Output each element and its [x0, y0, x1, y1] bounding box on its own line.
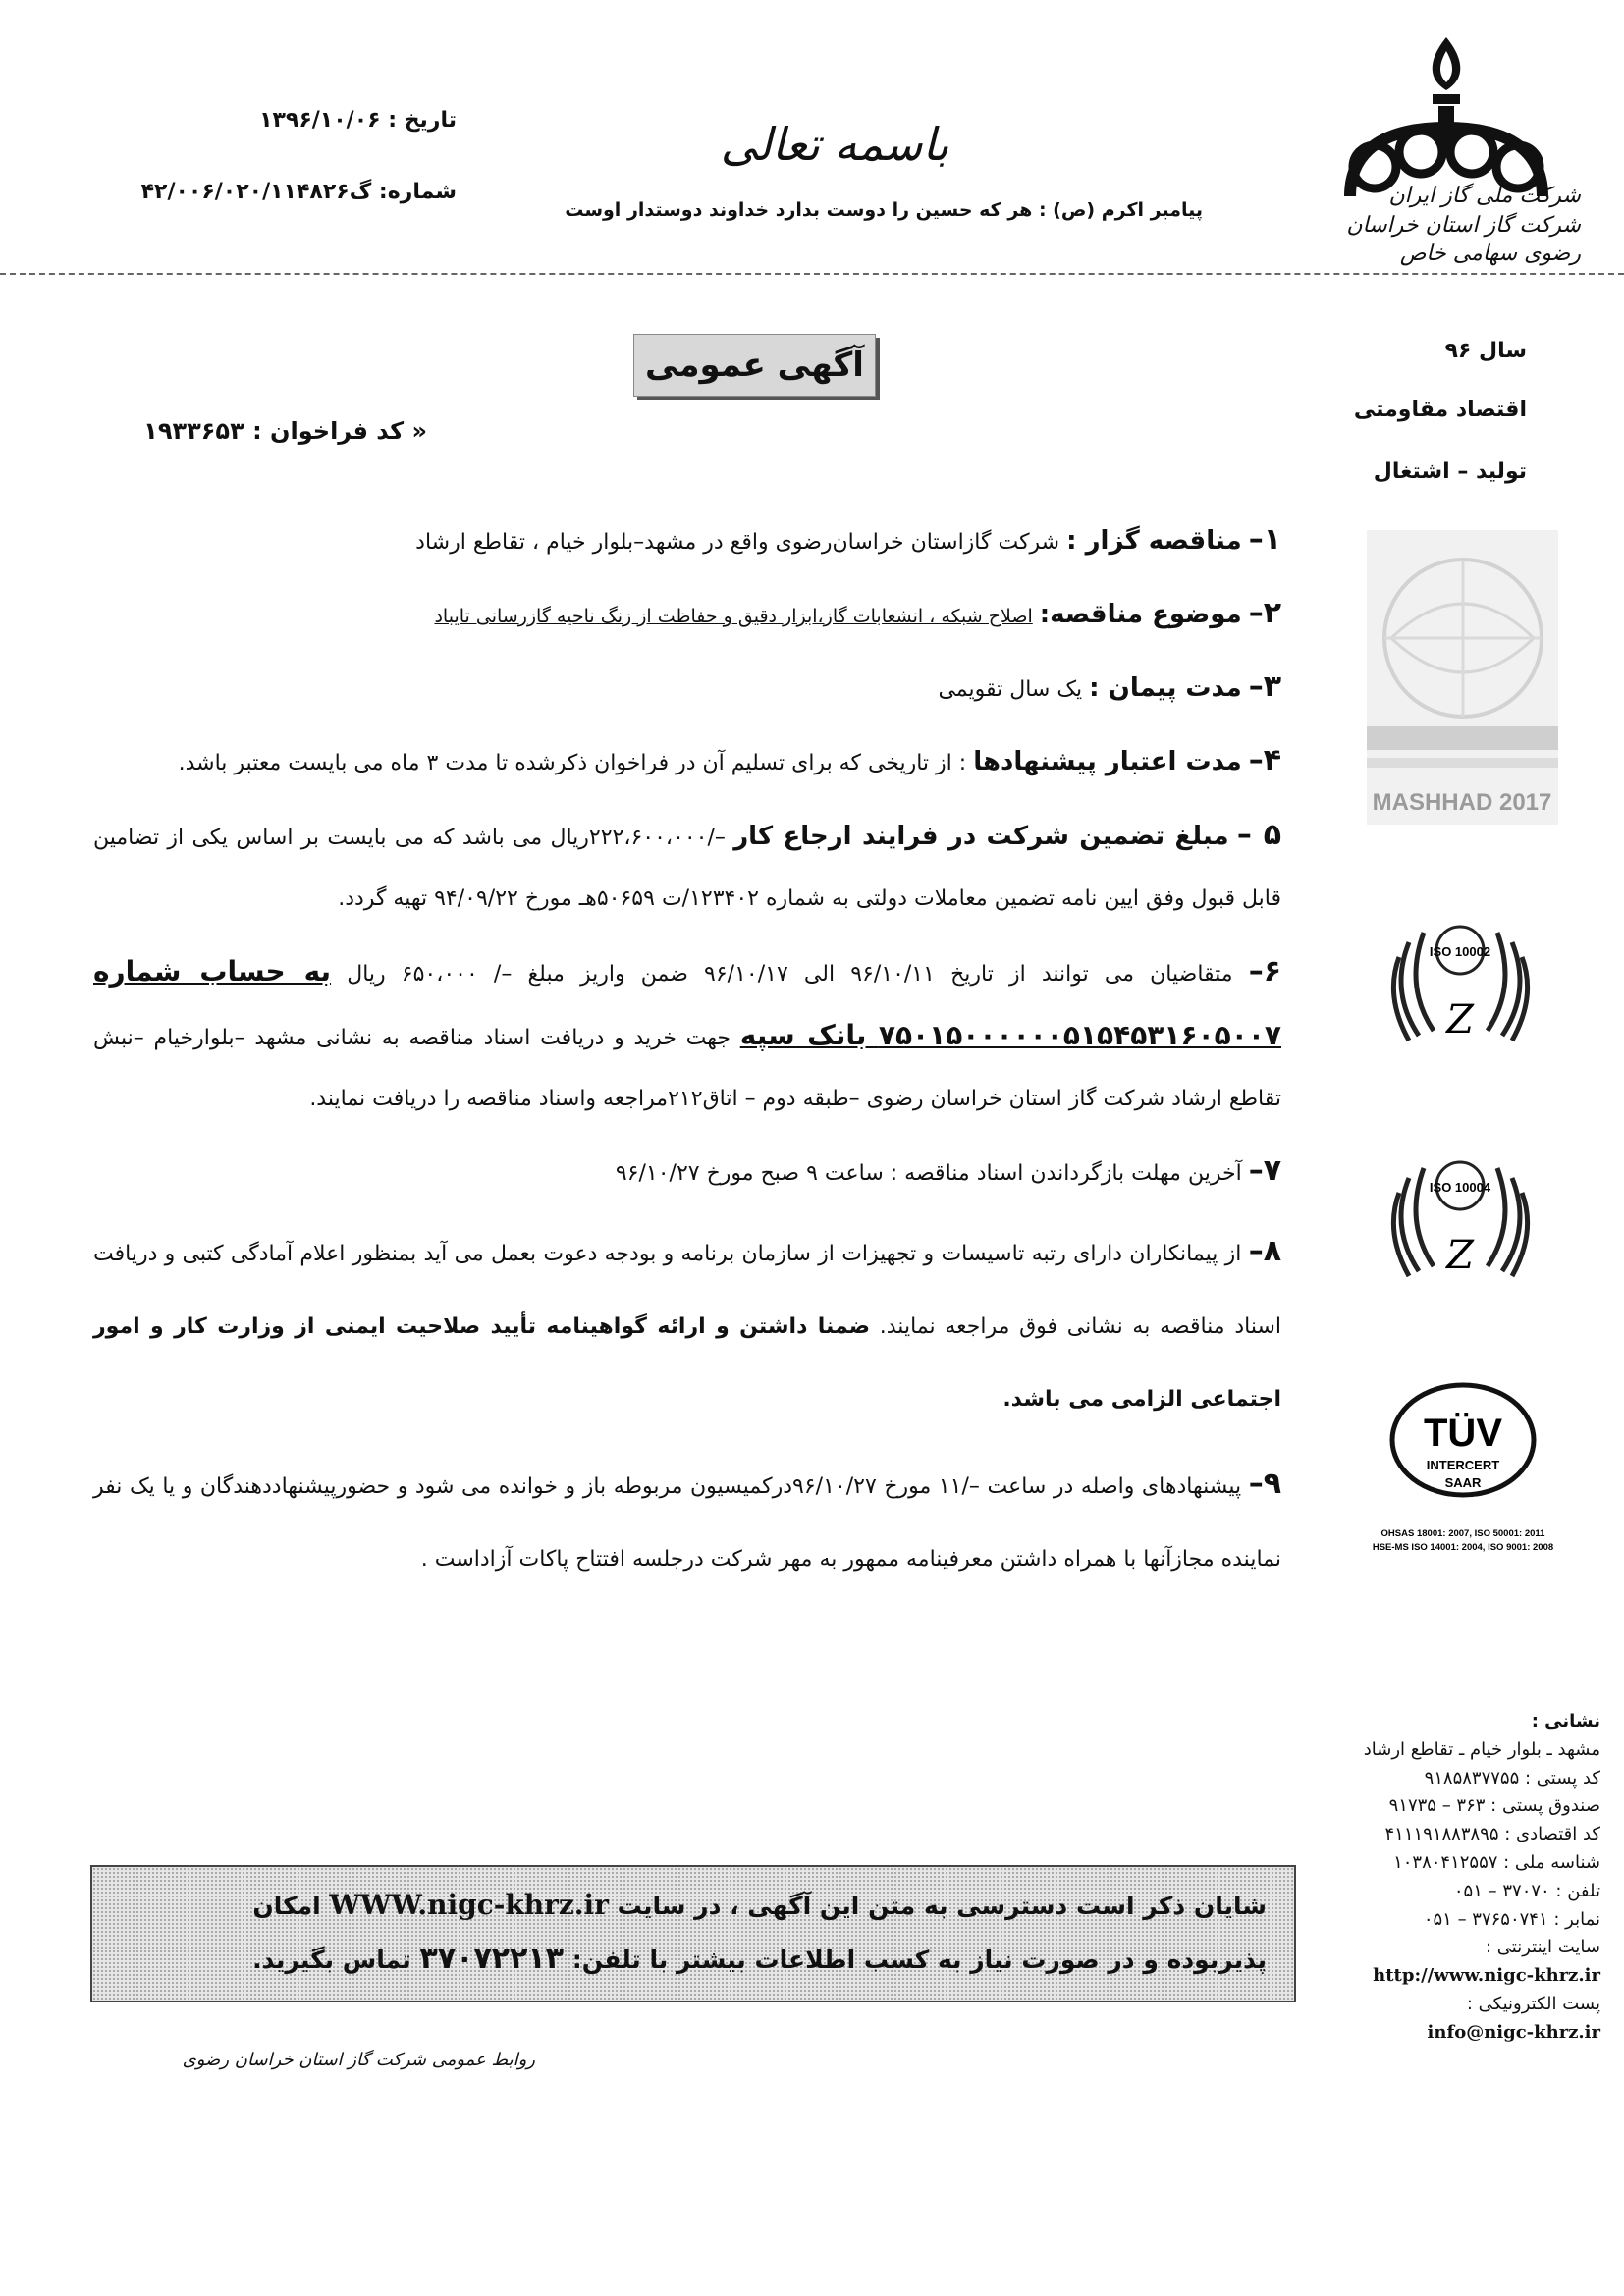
item-5-label: مبلغ تضمین شرکت در فرایند ارجاع کار — [733, 822, 1229, 851]
item-1-label: مناقصه گزار : — [1066, 526, 1242, 556]
item-6-number: ۶– — [1248, 954, 1282, 988]
item-7-text: آخرین مهلت بازگرداندن اسناد مناقصه : ساعت ۹ صبح مورخ ۹۶/۱۰/۲۷ — [615, 1161, 1242, 1186]
company-name — [1326, 182, 1581, 269]
item-9-number: ۹– — [1248, 1467, 1281, 1501]
tuv-intercert-text: INTERCERT — [1426, 1458, 1500, 1472]
mashhad-badge-text: MASHHAD 2017 — [1372, 789, 1552, 816]
item-3-number: ۳– — [1248, 669, 1281, 704]
svg-text:Z: Z — [1446, 997, 1474, 1042]
notice-line-1 — [120, 1879, 1267, 1933]
notice-text-1a: شایان ذکر است دسترسی به متن این آگهی ، در سایت — [617, 1892, 1267, 1920]
item-2-number: ۲– — [1248, 596, 1281, 630]
notice-website[interactable]: WWW.nigc-khrz.ir — [329, 1889, 609, 1921]
item-8-text-a: از پیمانکاران دارای رتبه تاسیسات و تجهیزات از سازمان برنامه و بودجه دعوت بعمل می آید بمنظور اعلام آمادگی کتبی و دریافت اسناد مناقصه به نشانی فوق مراجعه نمایند. — [93, 1242, 1281, 1339]
number-value: گ۴۲/۰۰۶/۰۲۰/۱۱۴۸۲۶ — [140, 180, 372, 204]
item-3-label: مدت پیمان : — [1089, 673, 1242, 703]
item-5 — [93, 805, 1281, 930]
website-link[interactable]: http://www.nigc-khrz.ir — [1373, 1965, 1600, 1987]
iso-10002-emblem — [1380, 903, 1542, 1065]
item-1-text: شرکت گازاستان خراسان‌رضوی واقع در مشهد–بلوار خیام ، تقاطع ارشاد — [415, 530, 1060, 555]
address-line: مشهد ـ بلوار خیام ـ تقاطع ارشاد — [1363, 1738, 1600, 1760]
item-4-label: مدت اعتبار پیشنهادها — [973, 747, 1242, 776]
email-label: پست الکترونیکی : — [1466, 1993, 1600, 2014]
item-9 — [93, 1448, 1281, 1596]
item-8-text-b: ضمنا داشتن و ارائه گواهینامه تأیید صلاحیت ایمنی از وزارت کار و امور اجتماعی الزامی می باشد. — [93, 1314, 1281, 1412]
item-1-number: ۱– — [1248, 522, 1281, 557]
item-5-number: ۵ – — [1236, 818, 1282, 852]
svg-text:Z: Z — [1446, 1233, 1474, 1278]
notice-text-1b: امکان — [252, 1892, 321, 1920]
basmala: باسمه تعالی — [720, 118, 949, 171]
phone: تلفن : ۳۷۰۷۰ – ۰۵۱ — [1453, 1880, 1600, 1901]
national-id: شناسه ملی : ۱۰۳۸۰۴۱۲۵۵۷ — [1393, 1851, 1600, 1873]
item-2-label: موضوع مناقصه: — [1039, 600, 1242, 629]
tuv-caption-2: HSE-MS ISO 14001: 2004, ISO 9001: 2008 — [1372, 1542, 1554, 1553]
tuv-saar-text: SAAR — [1444, 1475, 1482, 1490]
company-name-line-2: شرکت گاز استان خراسان رضوی سهامی خاص — [1346, 212, 1581, 267]
tuv-intercert-logo — [1360, 1379, 1566, 1566]
tuv-caption-1: OHSAS 18001: 2007, ISO 50001: 2011 — [1380, 1528, 1545, 1539]
item-6 — [93, 941, 1281, 1130]
item-6-text-a: متقاضیان می توانند از تاریخ ۹۶/۱۰/۱۱ الی ۹۶/۱۰/۱۷ ضمن واریز مبلغ –/ ۶۵۰،۰۰۰ ریال — [347, 962, 1233, 987]
company-name-line-1: شرکت ملی گاز ایران — [1388, 184, 1581, 208]
item-6-text-c: جهت خرید و دریافت اسناد مناقصه به نشانی مشهد –بلوارخیام –نبش تقاطع ارشاد شرکت گاز استان خراسان رضوی –طبقه دوم – اتاق۲۱۲مراجعه واسناد مناقصه را دریافت نمایند. — [93, 1026, 1281, 1111]
item-7 — [93, 1142, 1281, 1203]
address-title: نشانی : — [1531, 1711, 1600, 1732]
date-value: ۱۳۹۶/۱۰/۰۶ — [259, 108, 381, 133]
mashhad-2017-badge — [1367, 530, 1558, 825]
item-6-account: به حساب شماره ۷۵۰۱۵۰۰۰۰۰۰۵۱۵۴۵۳۱۶۰۵۰۰۷ بانک سپه — [93, 955, 1282, 1051]
item-4 — [93, 731, 1281, 793]
postal-code: کد پستی : ۹۱۸۵۸۳۷۷۵۵ — [1424, 1767, 1600, 1789]
item-9-text: پیشنهادهای واصله در ساعت –/۱۱ مورخ ۹۶/۱۰/۲۷درکمیسیون مربوطه باز و خوانده می شود و حضورپیشنهاددهندگان و یا یک نفر نماینده مجازآنها با همراه داشتن معرفینامه ممهور به مهر شرکت درجلسه افتتاح پاکات آزاداست . — [93, 1474, 1281, 1572]
website-notice-box — [90, 1865, 1296, 2002]
item-4-text: : از تاریخی که برای تسلیم آن در فراخوان ذکرشده تا مدت ۳ ماه می بایست معتبر باشد. — [178, 751, 967, 775]
item-1 — [93, 510, 1281, 572]
item-4-number: ۴– — [1248, 743, 1281, 777]
address-block — [1321, 1708, 1600, 2048]
year-label: سال ۹۶ — [1444, 339, 1527, 363]
date-line — [177, 108, 457, 133]
hadith-line: پیامبر اکرم (ص) : هر که حسین را دوست بدارد خداوند دوستدار اوست — [565, 199, 1203, 221]
notice-text-2a: پذیربوده و در صورت نیاز به کسب اطلاعات بیشتر با تلفن: — [571, 1946, 1267, 1974]
fax: نمابر : ۳۷۶۵۰۷۴۱ – ۰۵۱ — [1423, 1908, 1600, 1930]
document-title: آگهی عمومی — [633, 334, 876, 397]
notice-text-2b: تماس بگیرید. — [252, 1946, 411, 1974]
item-2-text: اصلاح شبکه ، انشعابات گاز،ابزار دقیق و حفاظت از زنگ ناحیه گازرسانی تایباد — [434, 606, 1033, 627]
item-2 — [93, 584, 1281, 646]
item-8 — [93, 1215, 1281, 1436]
iso-2-text: ISO 10004 — [1429, 1180, 1491, 1195]
item-8-number: ۸– — [1248, 1234, 1281, 1268]
footer-signature: روابط عمومی شرکت گاز استان خراسان رضوی — [182, 2050, 535, 2070]
announcement-body — [93, 510, 1281, 1608]
email-link[interactable]: info@nigc-khrz.ir — [1427, 2021, 1600, 2043]
notice-phone: ۳۷۰۷۲۲۱۳ — [419, 1942, 565, 1976]
iso-10004-emblem — [1380, 1139, 1542, 1301]
po-box: صندوق پستی : ۳۶۳ – ۹۱۷۳۵ — [1388, 1795, 1600, 1817]
iso-1-text: ISO 10002 — [1429, 944, 1491, 959]
item-5-text: –/۲۲۲،۶۰۰،۰۰۰ریال می باشد که می بایست بر اساس یکی از تضامین قابل قبول وفق ایین نامه تضمین معاملات دولتی به شماره ۱۲۳۴۰۲/ت ۵۰۶۵۹هـ مورخ ۹۴/۰۹/۲۲ تهیه گردد. — [93, 826, 1281, 911]
call-code: « کد فراخوان : ۱۹۳۳۶۵۳ — [143, 417, 427, 445]
item-7-number: ۷– — [1248, 1153, 1281, 1188]
date-label: تاریخ : — [388, 108, 457, 133]
item-3-text: یک سال تقویمی — [938, 677, 1083, 702]
number-line — [88, 180, 457, 204]
slogan-line-2: تولید – اشتغال — [1373, 459, 1527, 484]
tuv-logo-text: TÜV — [1424, 1412, 1502, 1455]
slogan-line-1: اقتصاد مقاومتی — [1353, 398, 1527, 422]
notice-line-2 — [120, 1933, 1267, 1987]
header-divider — [0, 273, 1624, 275]
number-label: شماره: — [378, 180, 457, 204]
item-3 — [93, 658, 1281, 720]
economic-code: کد اقتصادی : ۴۱۱۱۹۱۸۸۳۸۹۵ — [1384, 1824, 1600, 1845]
website-label: سایت اینترنتی : — [1485, 1937, 1600, 1958]
